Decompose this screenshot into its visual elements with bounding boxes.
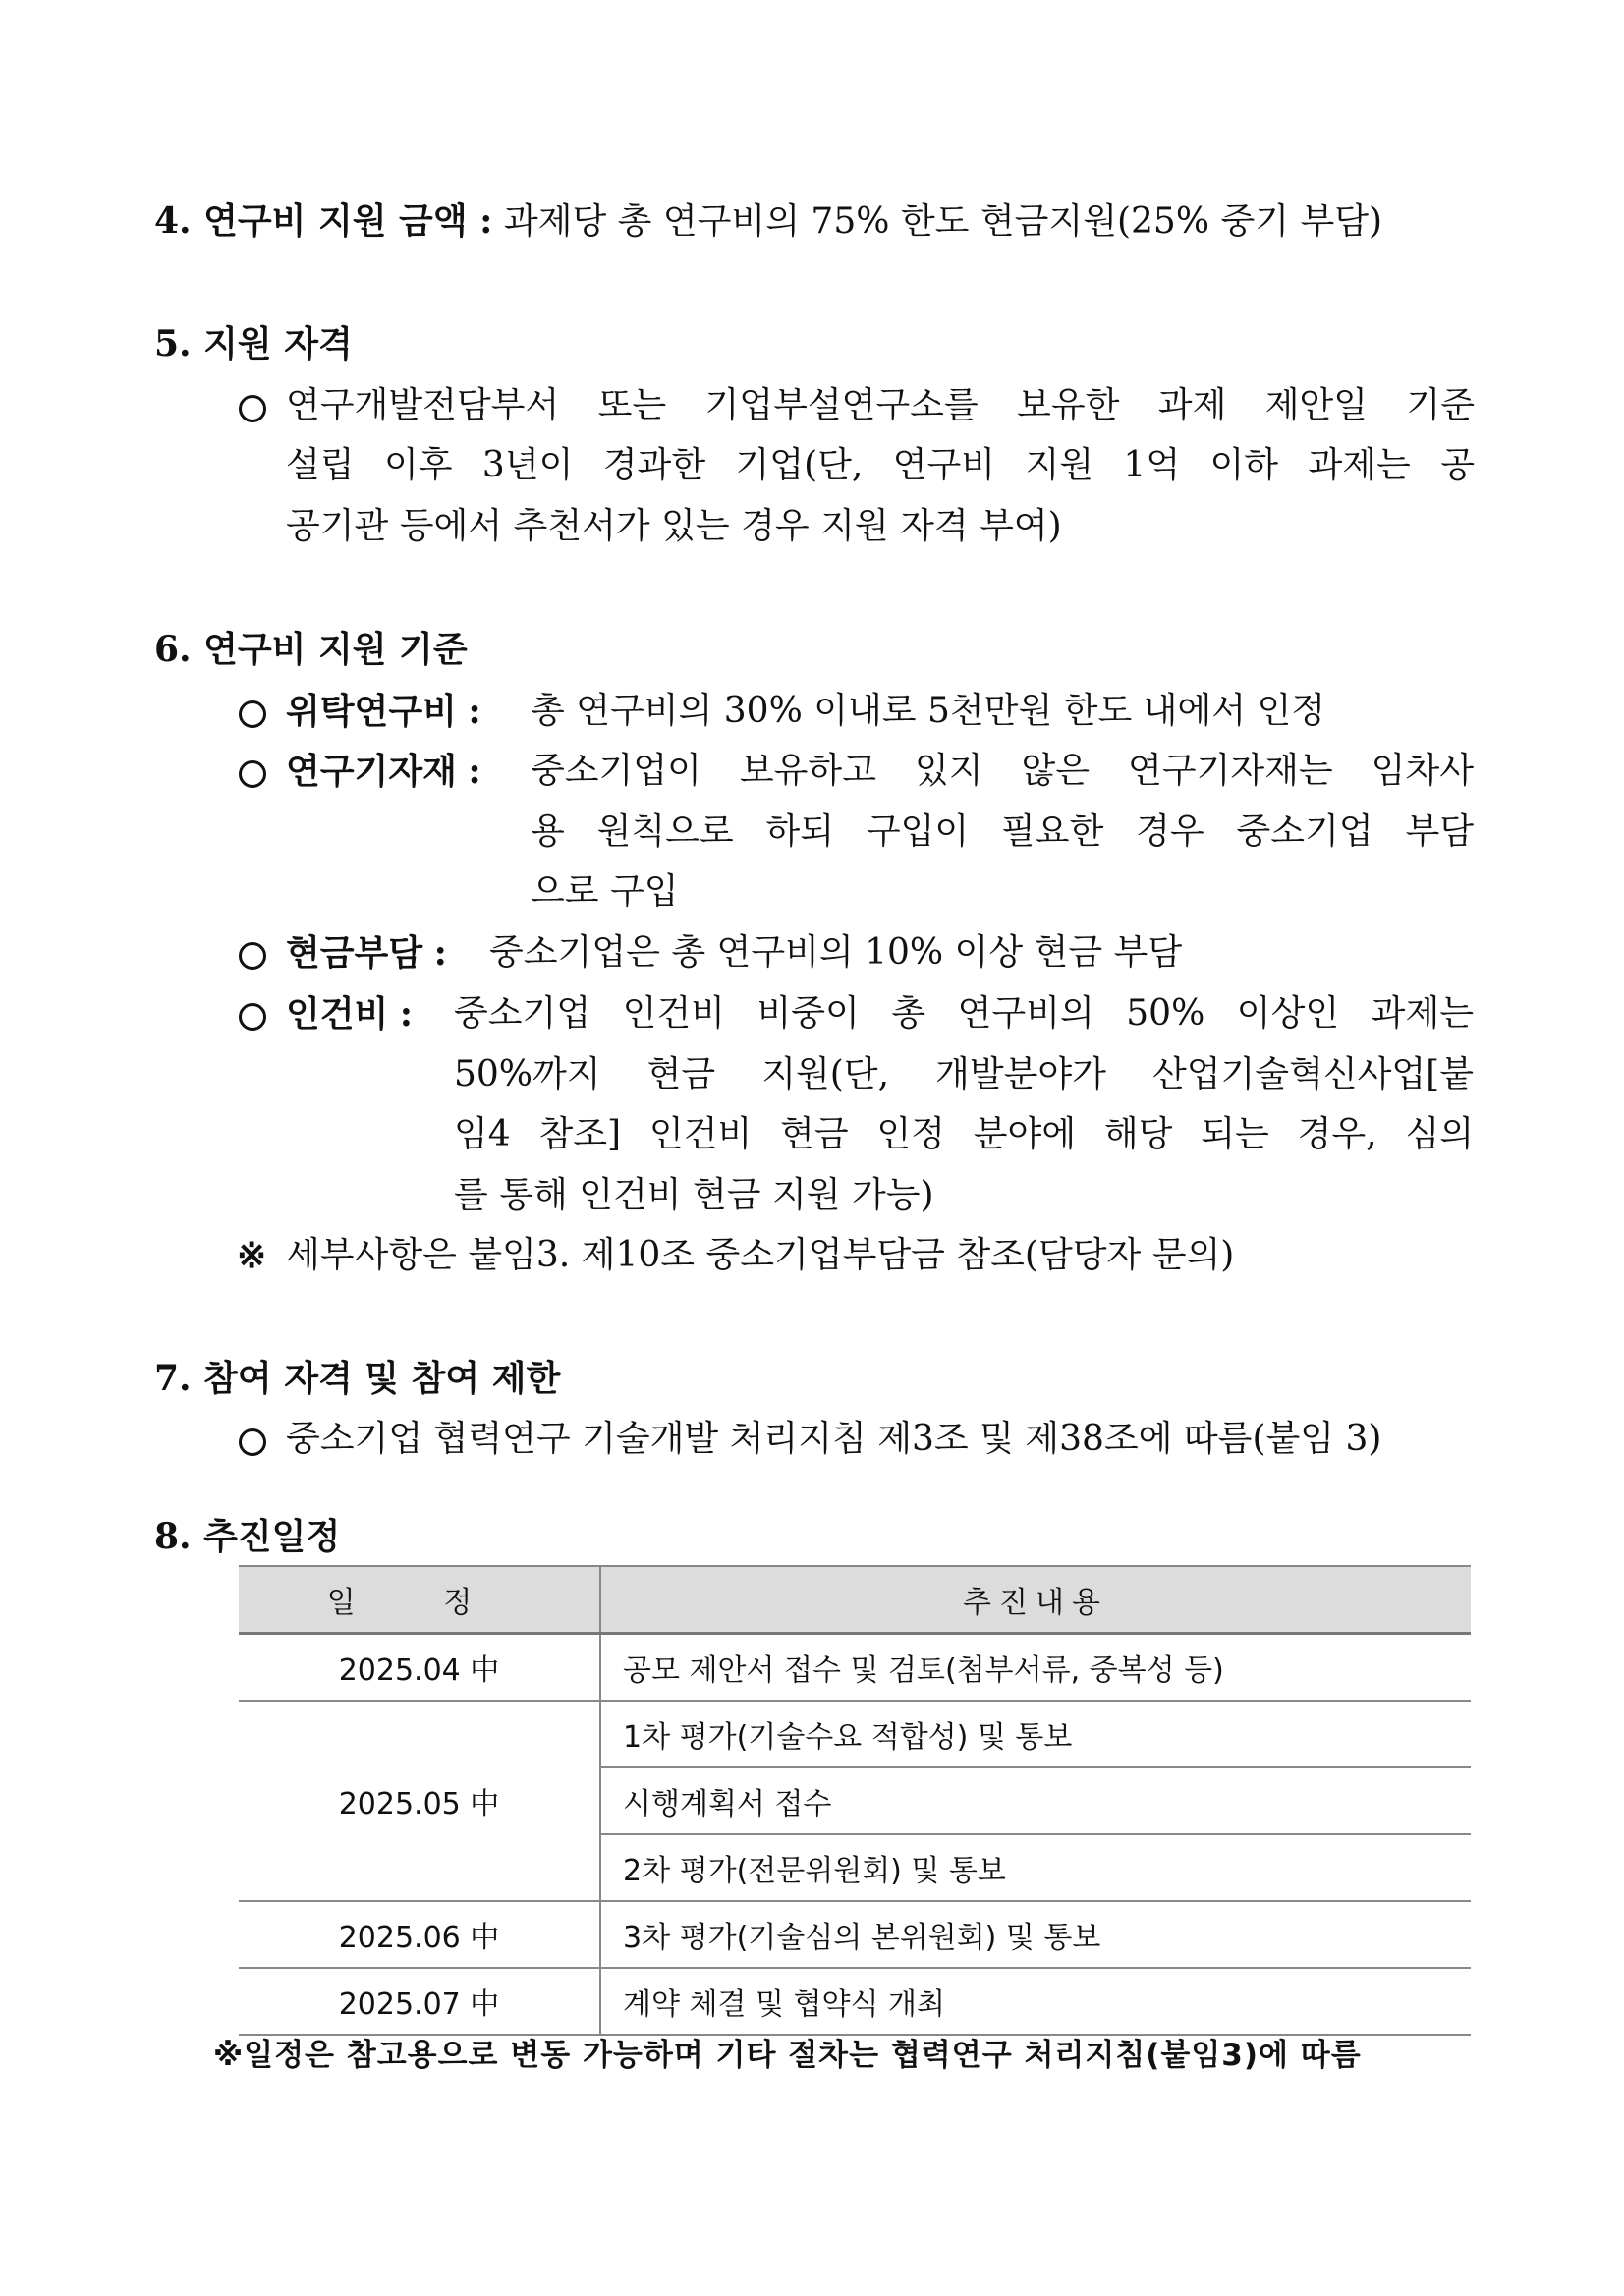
section-7-heading: 7. 참여 자격 및 참여 제한 xyxy=(154,1358,561,1399)
table-header-row xyxy=(239,1566,1471,1634)
schedule-table xyxy=(239,1565,1471,2036)
column-header-date: 일 정 xyxy=(239,1566,600,1634)
item-text-research-equipment-2: 용 원칙으로 하되 구입이 필요한 경우 중소기업 부담 xyxy=(531,812,1474,852)
item-text-labor-cost-3: 임4 참조] 인건비 현금 인정 분야에 해당 되는 경우, 심의 xyxy=(454,1114,1474,1154)
item-text-labor-cost-1: 중소기업 인건비 비중이 총 연구비의 50% 이상인 과제는 xyxy=(454,993,1474,1034)
schedule-item: 2차 평가(전문위원회) 및 통보 xyxy=(600,1834,1471,1901)
item-text-cash-burden: 중소기업은 총 연구비의 10% 이상 현금 부담 xyxy=(489,932,1183,973)
reference-mark-icon: ※ xyxy=(237,1235,267,1276)
bullet-circle-icon xyxy=(239,1428,266,1456)
item-text-labor-cost-2: 50%까지 현금 지원(단, 개발분야가 산업기술혁신사업[붙 xyxy=(454,1054,1474,1094)
section-5-line-2: 설립 이후 3년이 경과한 기업(단, 연구비 지원 1억 이하 과제는 공 xyxy=(286,445,1475,485)
item-text-research-equipment-1: 중소기업이 보유하고 있지 않은 연구기자재는 임차사 xyxy=(531,751,1474,791)
bullet-circle-icon xyxy=(239,942,266,970)
schedule-date: 2025.07 中 xyxy=(239,1968,600,2035)
label-text: 인건비 xyxy=(286,993,389,1035)
section-7-text: 중소기업 협력연구 기술개발 처리지침 제3조 및 제38조에 따름(붙임 3) xyxy=(286,1419,1382,1459)
item-text-research-outsourcing: 총 연구비의 30% 이내로 5천만원 한도 내에서 인정 xyxy=(531,691,1325,731)
label-text: 연구기자재 xyxy=(286,751,457,792)
section-6-note: 세부사항은 붙임3. 제10조 중소기업부담금 참조(담당자 문의) xyxy=(286,1235,1235,1275)
schedule-date: 2025.06 中 xyxy=(239,1901,600,1968)
item-label-labor-cost xyxy=(286,990,413,1038)
item-label-research-outsourcing xyxy=(286,688,481,736)
item-text-labor-cost-4: 를 통해 인건비 현금 지원 가능) xyxy=(454,1175,934,1215)
schedule-date: 2025.04 中 xyxy=(239,1634,600,1702)
item-text-research-equipment-3: 으로 구입 xyxy=(531,871,679,912)
label-separator: : xyxy=(399,993,414,1035)
section-5-line-3: 공기관 등에서 추천서가 있는 경우 지원 자격 부여) xyxy=(286,506,1062,546)
schedule-item: 시행계획서 접수 xyxy=(600,1767,1471,1834)
table-row xyxy=(239,1968,1471,2035)
schedule-item: 3차 평가(기술심의 본위원회) 및 통보 xyxy=(600,1901,1471,1968)
bullet-circle-icon xyxy=(239,760,266,788)
item-label-cash-burden xyxy=(286,929,447,978)
label-text: 위탁연구비 xyxy=(286,691,457,732)
item-label-research-equipment xyxy=(286,748,481,796)
schedule-item: 공모 제안서 접수 및 검토(첨부서류, 중복성 등) xyxy=(600,1634,1471,1702)
schedule-date: 2025.05 中 xyxy=(239,1701,600,1901)
table-row xyxy=(239,1901,1471,1968)
table-row xyxy=(239,1634,1471,1702)
label-separator: : xyxy=(468,691,481,732)
section-6-heading: 6. 연구비 지원 기준 xyxy=(154,629,468,670)
table-row xyxy=(239,1701,1471,1767)
section-4-text: 과제당 총 연구비의 75% 한도 현금지원(25% 중기 부담) xyxy=(503,201,1383,242)
label-separator: : xyxy=(468,751,481,792)
label-separator: : xyxy=(433,932,447,974)
section-4-heading: 4. 연구비 지원 금액 : xyxy=(154,200,493,242)
column-header-content: 추진내용 xyxy=(600,1566,1471,1634)
schedule-item: 계약 체결 및 협약식 개최 xyxy=(600,1968,1471,2035)
schedule-item: 1차 평가(기술수요 적합성) 및 통보 xyxy=(600,1701,1471,1767)
bullet-circle-icon xyxy=(239,700,266,728)
section-8-heading: 8. 추진일정 xyxy=(154,1516,341,1557)
schedule-footnote: ※일정은 참고용으로 변동 가능하며 기타 절차는 협력연구 처리지침(붙임3)에 따름 xyxy=(213,2038,1362,2073)
label-text: 현금부담 xyxy=(286,932,423,974)
section-5-line-1: 연구개발전담부서 또는 기업부설연구소를 보유한 과제 제안일 기준 xyxy=(286,385,1475,425)
bullet-circle-icon xyxy=(239,1003,266,1031)
section-4 xyxy=(154,197,1382,246)
section-5-heading: 5. 지원 자격 xyxy=(154,323,353,364)
bullet-circle-icon xyxy=(239,395,266,422)
